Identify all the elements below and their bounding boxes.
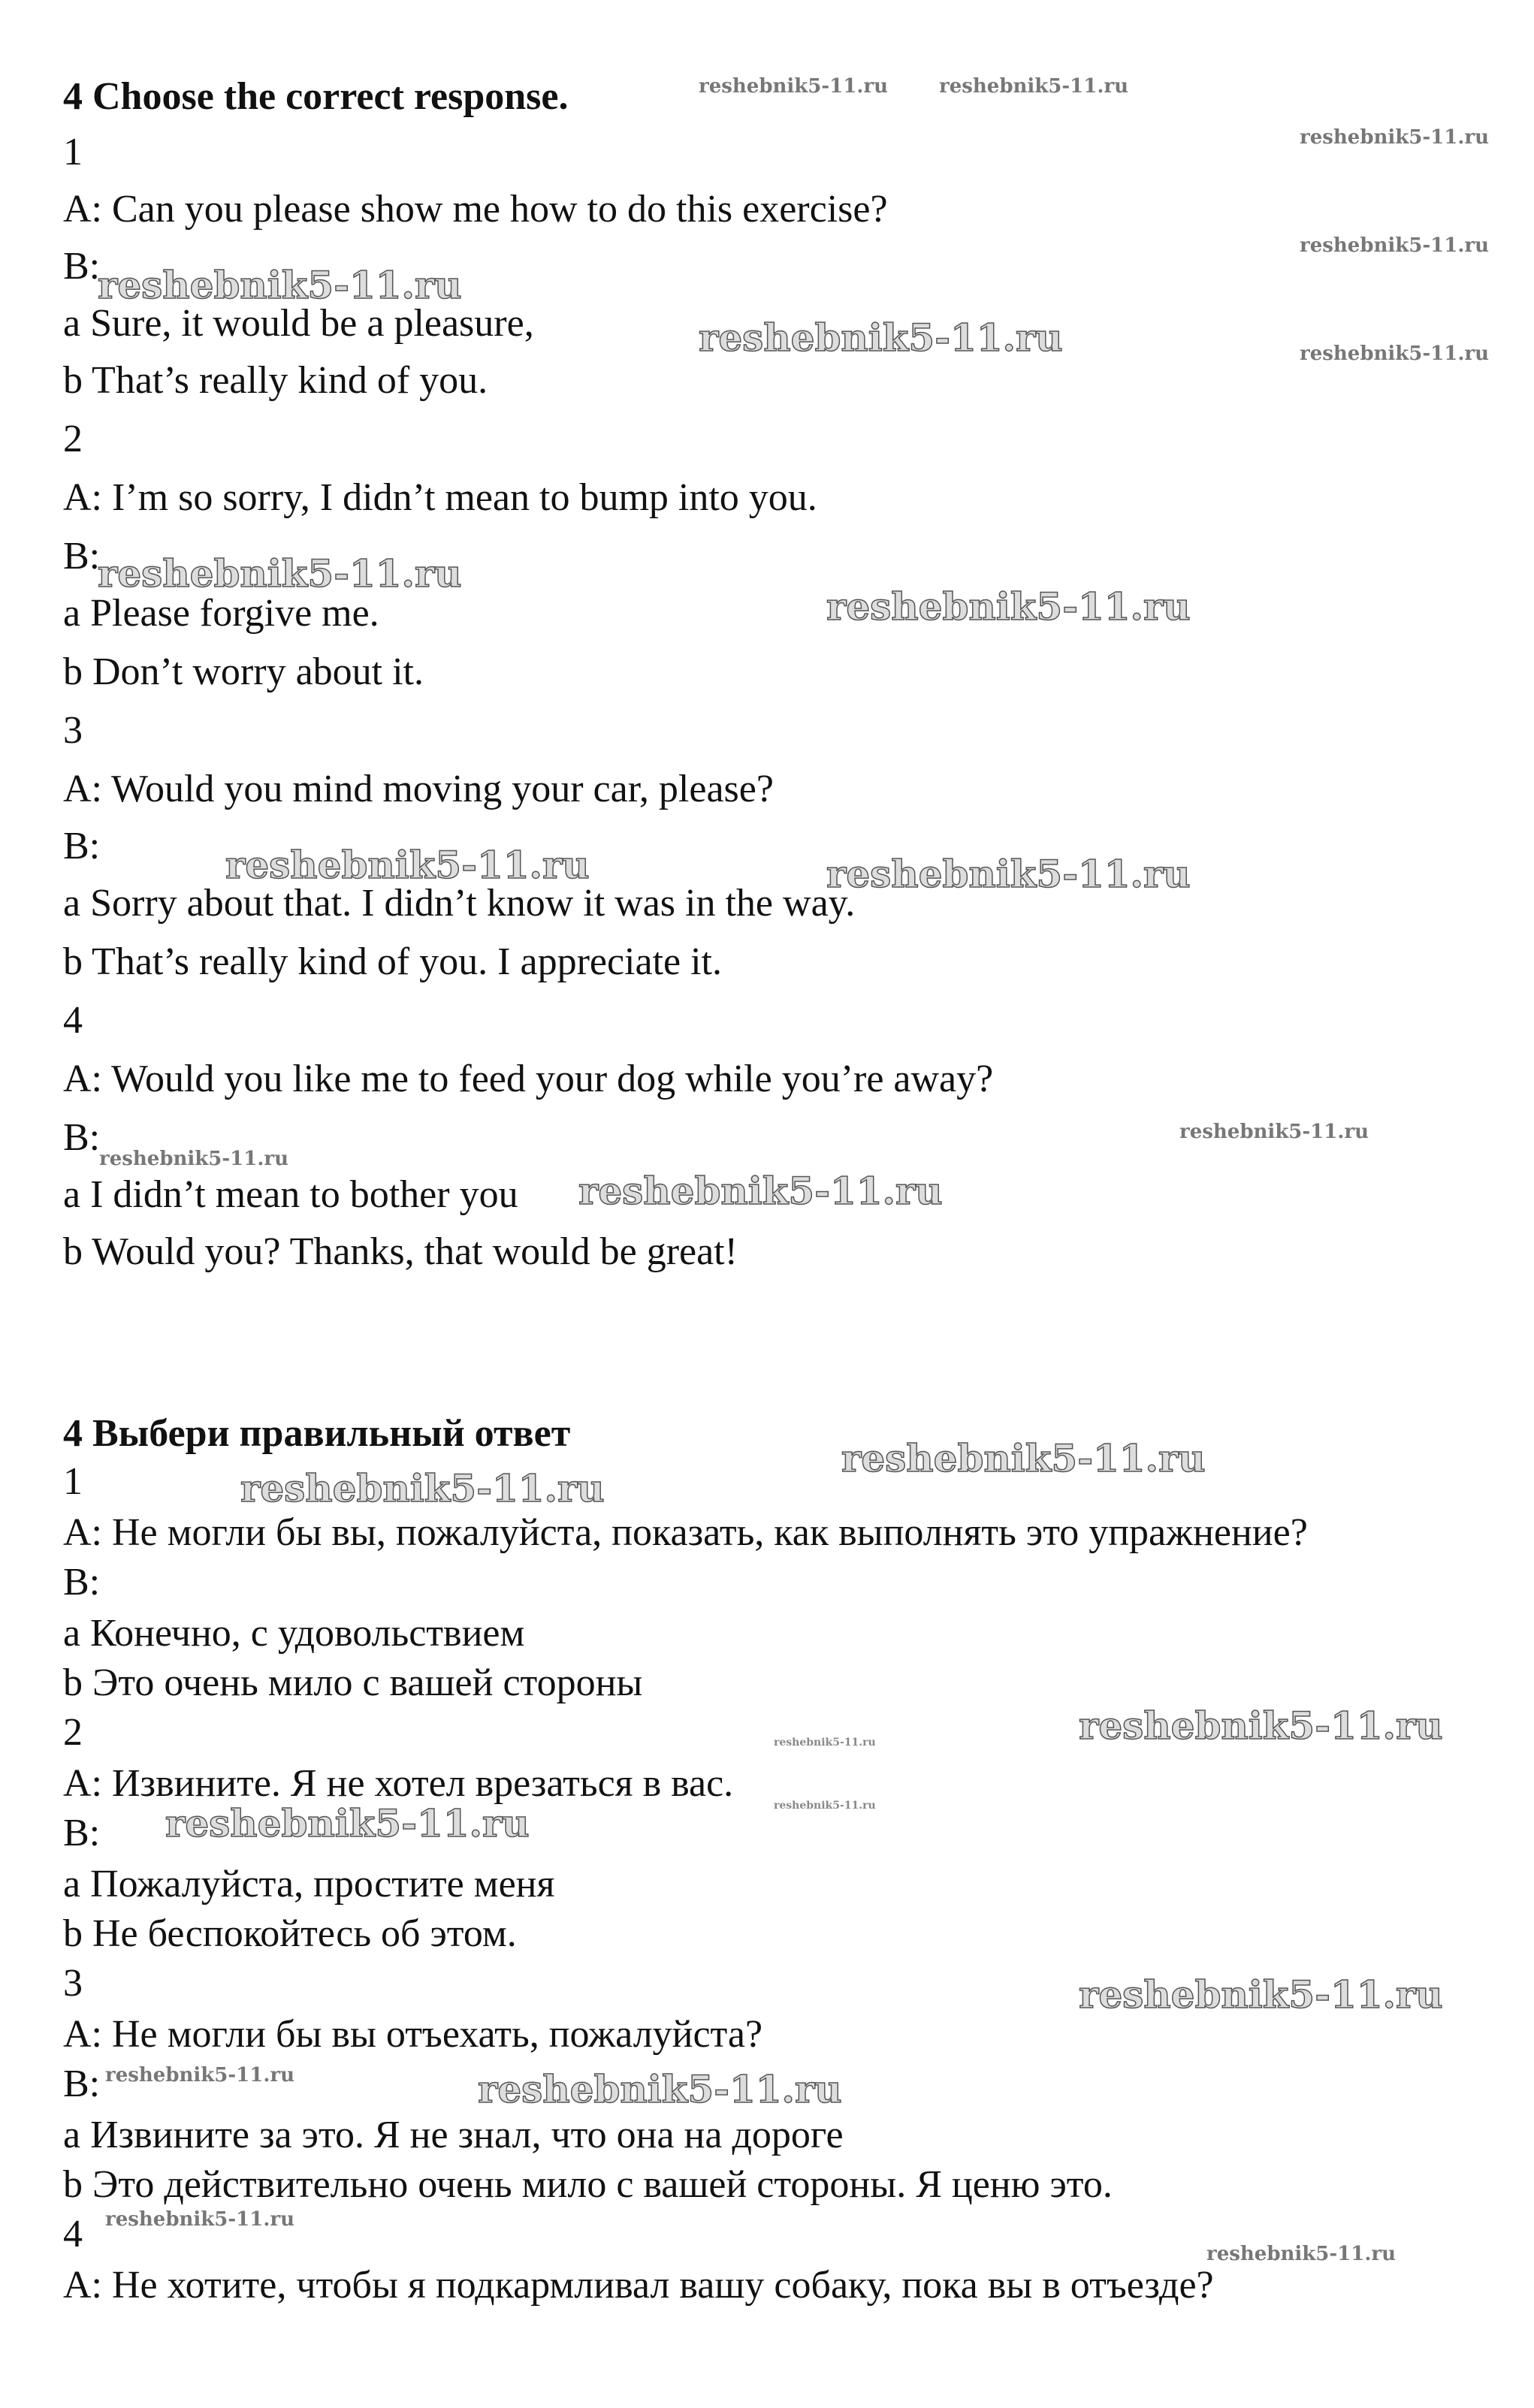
- watermark: reshebnik5-11.ru: [578, 1169, 943, 1213]
- option-b: b Don’t worry about it.: [63, 650, 424, 693]
- watermark: reshebnik5-11.ru: [1079, 1703, 1443, 1748]
- watermark: reshebnik5-11.ru: [826, 852, 1191, 896]
- speaker-b-label: B:: [63, 825, 101, 868]
- watermark: reshebnik5-11.ru: [225, 843, 590, 887]
- item-number: 1: [63, 131, 83, 174]
- option-a: a Please forgive me.: [63, 592, 379, 635]
- option-b: b Это очень мило с вашей стороны: [63, 1661, 643, 1704]
- item-number: 3: [63, 1962, 83, 2005]
- watermark: reshebnik5-11.ru: [105, 2064, 295, 2087]
- speaker-b-label: B:: [63, 1116, 101, 1159]
- watermark: reshebnik5-11.ru: [841, 1436, 1206, 1480]
- question-line: A: Would you mind moving your car, please?: [63, 768, 774, 810]
- watermark: reshebnik5-11.ru: [699, 315, 1063, 360]
- watermark: reshebnik5-11.ru: [699, 75, 889, 98]
- watermark: reshebnik5-11.ru: [1300, 234, 1490, 257]
- watermark: reshebnik5-11.ru: [1179, 1121, 1369, 1143]
- option-b: b Не беспокойтесь об этом.: [63, 1912, 517, 1955]
- watermark: reshebnik5-11.ru: [1206, 2243, 1397, 2265]
- watermark: reshebnik5-11.ru: [240, 1466, 605, 1510]
- watermark: reshebnik5-11.ru: [99, 1148, 289, 1170]
- option-a: a Извините за это. Я не знал, что она на дороге: [63, 2114, 844, 2156]
- english-heading: 4 Choose the correct response.: [63, 75, 569, 118]
- item-number: 4: [63, 2213, 83, 2256]
- watermark: reshebnik5-11.ru: [774, 1737, 876, 1749]
- question-line: A: I’m so sorry, I didn’t mean to bump into you.: [63, 476, 817, 519]
- item-number: 1: [63, 1460, 83, 1503]
- item-number: 2: [63, 418, 83, 460]
- watermark: reshebnik5-11.ru: [478, 2067, 842, 2111]
- question-line: A: Can you please show me how to do this exercise?: [63, 188, 888, 231]
- speaker-b-label: B:: [63, 245, 101, 288]
- question-line: A: Не хотите, чтобы я подкармливал вашу собаку, пока вы в отъезде?: [63, 2264, 1214, 2307]
- item-number: 3: [63, 709, 83, 752]
- watermark: reshebnik5-11.ru: [1300, 342, 1490, 365]
- watermark: reshebnik5-11.ru: [1079, 1972, 1443, 2017]
- russian-heading: 4 Выбери правильный ответ: [63, 1412, 571, 1455]
- option-b: b Would you? Thanks, that would be great!: [63, 1230, 738, 1273]
- watermark: reshebnik5-11.ru: [98, 263, 462, 307]
- watermark: reshebnik5-11.ru: [774, 1800, 876, 1812]
- watermark: reshebnik5-11.ru: [105, 2208, 295, 2231]
- question-line: A: Would you like me to feed your dog while you’re away?: [63, 1058, 994, 1100]
- watermark: reshebnik5-11.ru: [826, 584, 1191, 629]
- question-line: A: Извините. Я не хотел врезаться в вас.: [63, 1762, 734, 1805]
- watermark: reshebnik5-11.ru: [165, 1801, 530, 1845]
- option-b: b Это действительно очень мило с вашей стороны. Я ценю это.: [63, 2163, 1113, 2206]
- option-a: a Пожалуйста, простите меня: [63, 1863, 555, 1906]
- speaker-b-label: B:: [63, 1812, 101, 1854]
- speaker-b-label: B:: [63, 1561, 101, 1604]
- speaker-b-label: B:: [63, 2062, 101, 2105]
- question-line: A: Не могли бы вы, пожалуйста, показать, как выполнять это упражнение?: [63, 1511, 1308, 1554]
- speaker-b-label: B:: [63, 535, 101, 578]
- question-line: A: Не могли бы вы отъехать, пожалуйста?: [63, 2013, 763, 2056]
- option-a: a Конечно, с удовольствием: [63, 1612, 525, 1655]
- option-b: b That’s really kind of you.: [63, 359, 488, 402]
- option-a: a Sure, it would be a pleasure,: [63, 302, 534, 345]
- watermark: reshebnik5-11.ru: [98, 551, 462, 596]
- option-a: a I didn’t mean to bother you: [63, 1173, 518, 1216]
- option-a: a Sorry about that. I didn’t know it was in the way.: [63, 882, 856, 925]
- item-number: 2: [63, 1711, 83, 1754]
- option-b: b That’s really kind of you. I appreciate it.: [63, 940, 722, 983]
- watermark: reshebnik5-11.ru: [1300, 126, 1490, 149]
- watermark: reshebnik5-11.ru: [939, 75, 1129, 98]
- item-number: 4: [63, 999, 83, 1042]
